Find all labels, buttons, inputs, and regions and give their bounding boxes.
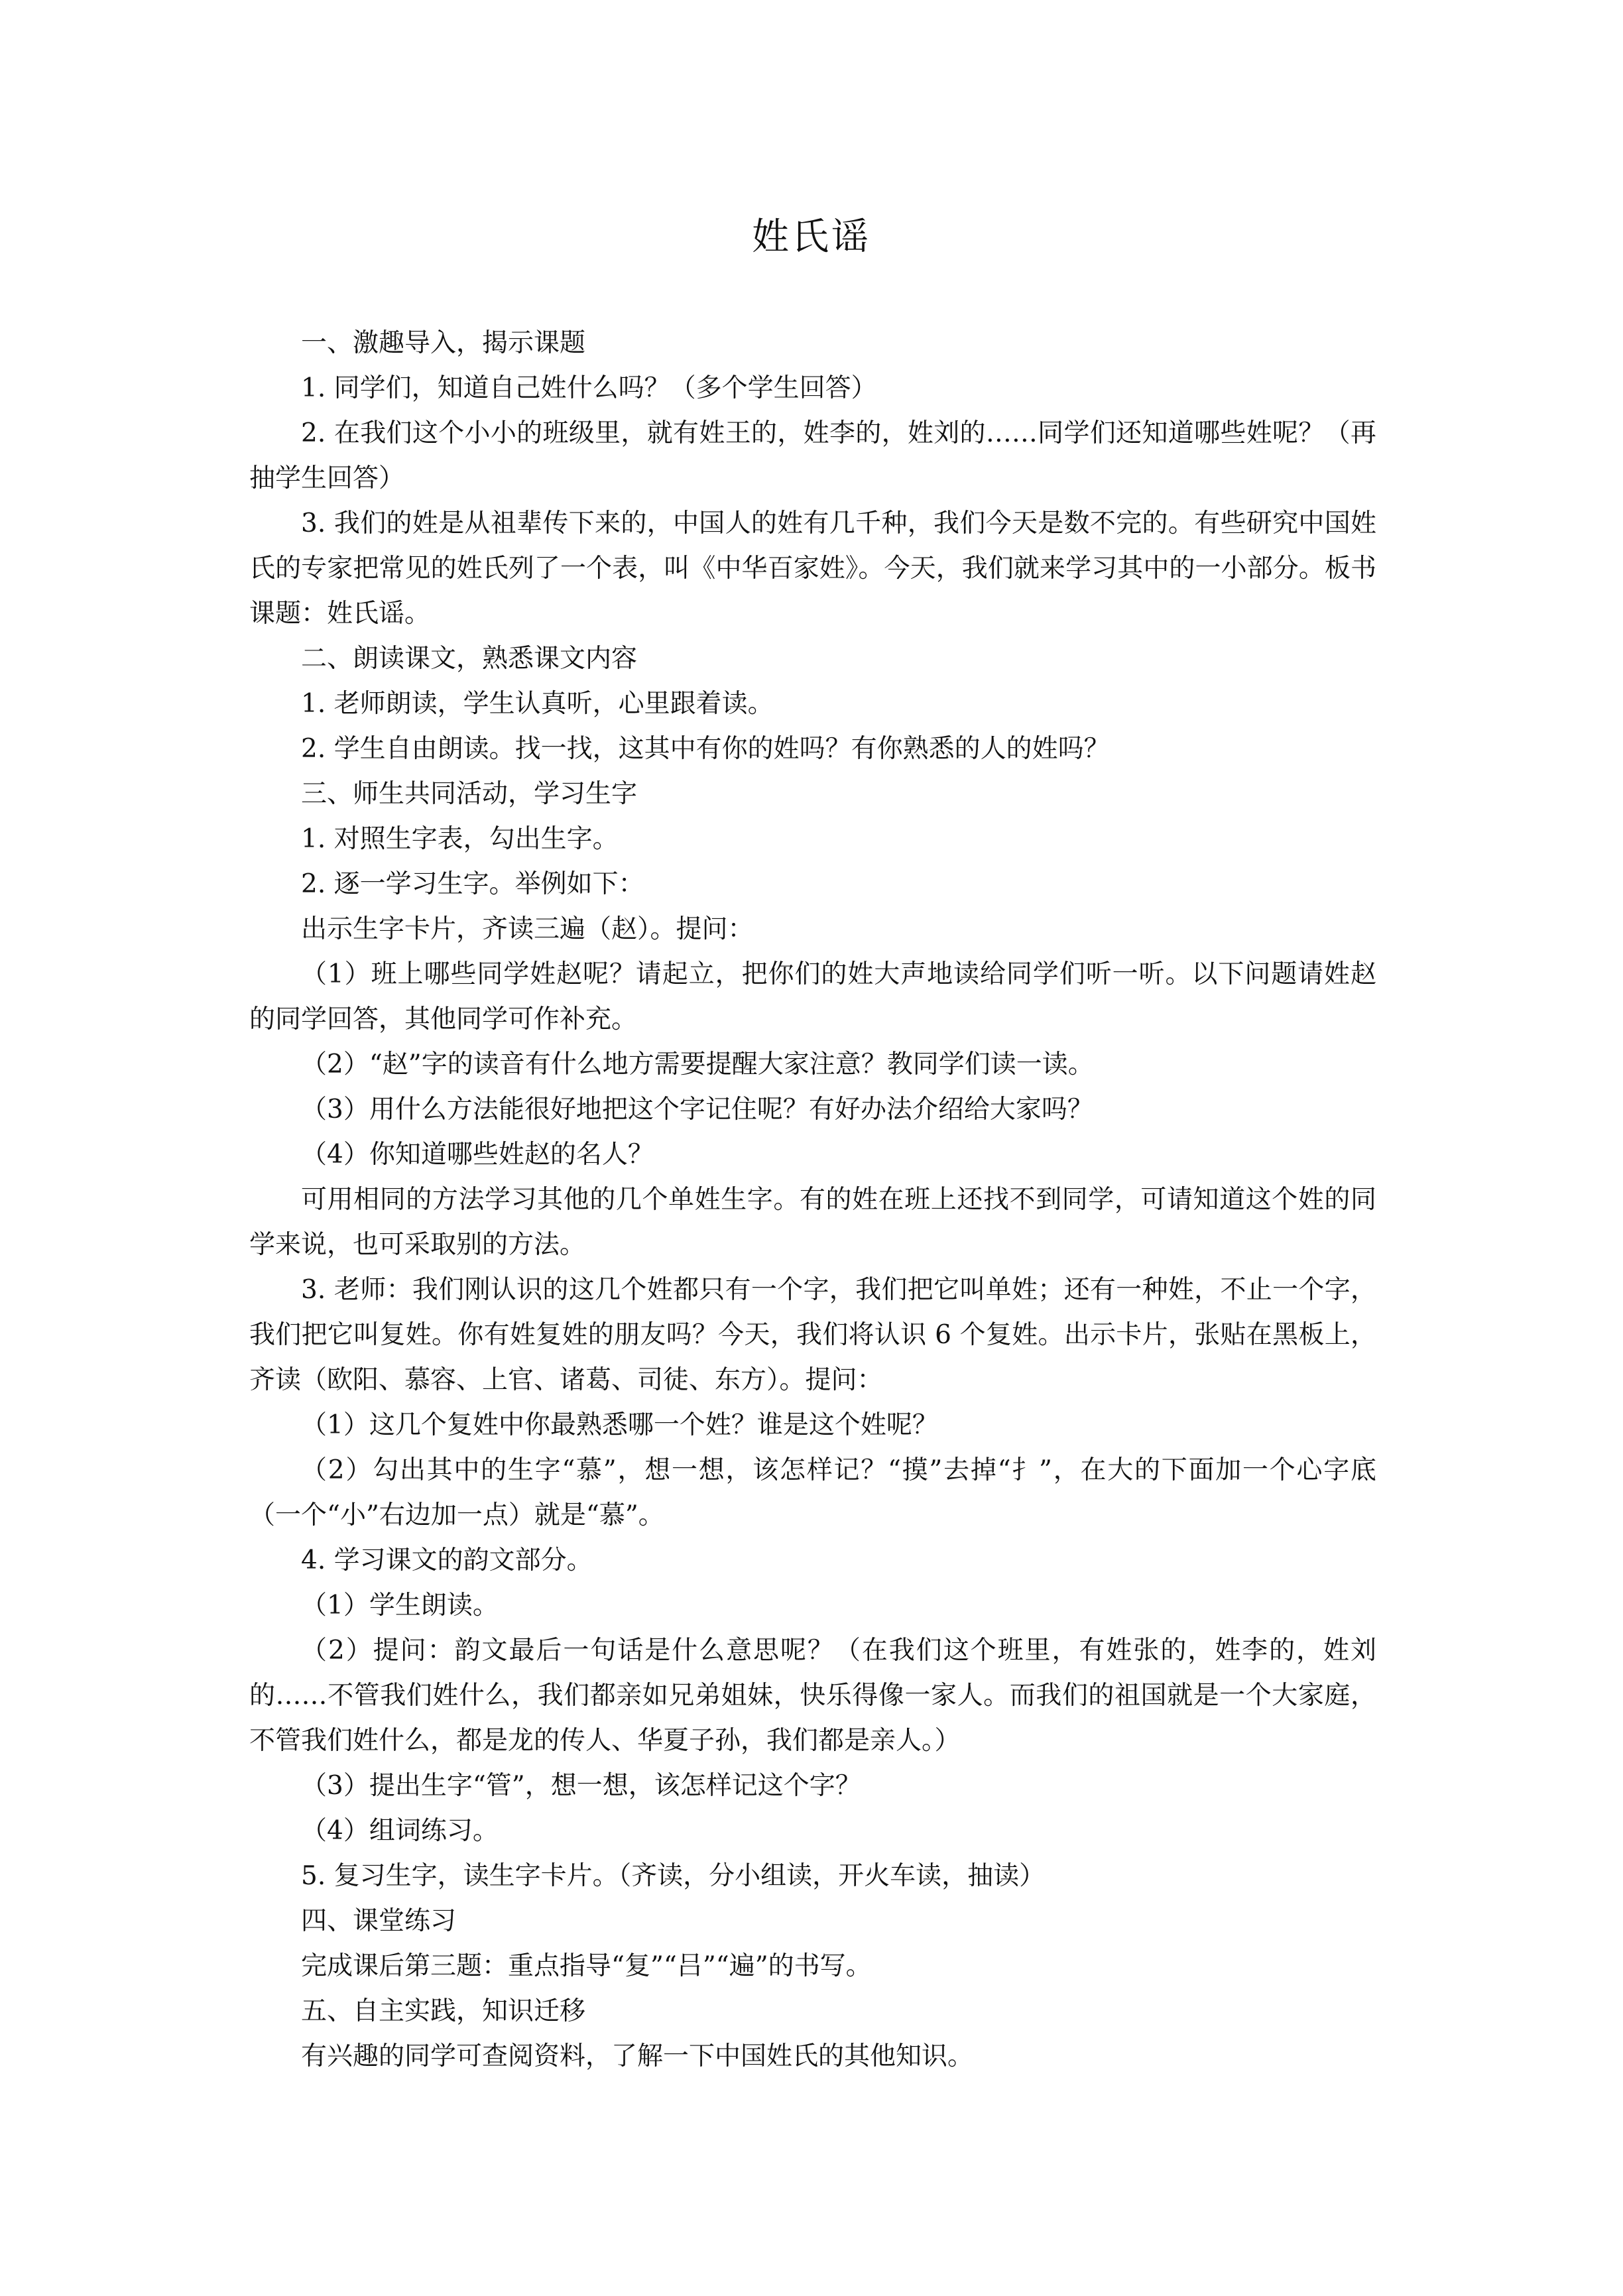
paragraph: 出示生字卡片，齐读三遍（赵）。提问： bbox=[301, 914, 754, 944]
section-heading: 五、自主实践，知识迁移 bbox=[301, 1996, 586, 2026]
paragraph: （2）提问：韵文最后一句话是什么意思呢？（在我们这个班里，有姓张的，姓李的，姓刘的……不管我们姓什么，我们都亲如兄弟姐妹，快乐得像一家人。而我们的祖国就是一个大家庭，不管我们姓什么，都是龙的传人、华夏子孙，我们都是亲人。） bbox=[249, 1636, 1376, 1756]
paragraph: （1）学生朗读。 bbox=[301, 1591, 499, 1620]
section-heading: 二、朗读课文，熟悉课文内容 bbox=[301, 644, 638, 674]
paragraph: 1. 同学们，知道自己姓什么吗？（多个学生回答） bbox=[301, 373, 877, 403]
paragraph: （4）组词练习。 bbox=[301, 1816, 499, 1846]
paragraph: （1）班上哪些同学姓赵呢？请起立，把你们的姓大声地读给同学们听一听。以下问题请姓赵的同学回答，其他同学可作补充。 bbox=[249, 959, 1376, 1034]
paragraph: 可用相同的方法学习其他的几个单姓生字。有的姓在班上还找不到同学，可请知道这个姓的同学来说，也可采取别的方法。 bbox=[249, 1185, 1376, 1260]
document-body bbox=[249, 321, 1376, 2079]
section-heading: 三、师生共同活动，学习生字 bbox=[301, 779, 638, 809]
paragraph: 完成课后第三题：重点指导“复”“吕”“遍”的书写。 bbox=[301, 1951, 872, 1981]
paragraph: 有兴趣的同学可查阅资料，了解一下中国姓氏的其他知识。 bbox=[301, 2041, 974, 2071]
paragraph: 4. 学习课文的韵文部分。 bbox=[301, 1545, 593, 1575]
paragraph: （4）你知道哪些姓赵的名人？ bbox=[301, 1140, 654, 1170]
paragraph: （1）这几个复姓中你最熟悉哪一个姓？谁是这个姓呢？ bbox=[301, 1410, 938, 1440]
paragraph: 2. 在我们这个小小的班级里，就有姓王的，姓李的，姓刘的……同学们还知道哪些姓呢？（再抽学生回答） bbox=[249, 418, 1376, 493]
paragraph: 1. 老师朗读，学生认真听，心里跟着读。 bbox=[301, 689, 774, 719]
paragraph: 2. 逐一学习生字。举例如下： bbox=[301, 869, 644, 899]
paragraph: 3. 老师：我们刚认识的这几个姓都只有一个字，我们把它叫单姓；还有一种姓，不止一个字，我们把它叫复姓。你有姓复姓的朋友吗？今天，我们将认识 6 个复姓。出示卡片，张贴在黑板上，齐读（欧阳、慕容、上官、诸葛、司徒、东方）。提问： bbox=[249, 1275, 1376, 1395]
section-heading: 四、课堂练习 bbox=[301, 1906, 457, 1936]
paragraph: （2）“赵”字的读音有什么地方需要提醒大家注意？教同学们读一读。 bbox=[301, 1050, 1094, 1079]
paragraph: 2. 学生自由朗读。找一找，这其中有你的姓吗？有你熟悉的人的姓吗？ bbox=[301, 734, 1110, 764]
section-heading: 一、激趣导入，揭示课题 bbox=[301, 328, 586, 358]
paragraph: （3）提出生字“管”，想一想，该怎样记这个字？ bbox=[301, 1771, 861, 1801]
paragraph: 3. 我们的姓是从祖辈传下来的，中国人的姓有几千种，我们今天是数不完的。有些研究中国姓氏的专家把常见的姓氏列了一个表，叫《中华百家姓》。今天，我们就来学习其中的一小部分。板书课题：姓氏谣。 bbox=[249, 509, 1376, 629]
paragraph: （3）用什么方法能很好地把这个字记住呢？有好办法介绍给大家吗？ bbox=[301, 1095, 1093, 1124]
page-title: 姓氏谣 bbox=[752, 215, 871, 259]
paragraph: 5. 复习生字，读生字卡片。（齐读，分小组读，开火车读，抽读） bbox=[301, 1861, 1046, 1891]
paragraph: 1. 对照生字表，勾出生字。 bbox=[301, 824, 619, 854]
paragraph: （2）勾出其中的生字“慕”，想一想，该怎样记？“摸”去掉“扌”，在大的下面加一个心字底（一个“小”右边加一点）就是“慕”。 bbox=[249, 1455, 1376, 1530]
